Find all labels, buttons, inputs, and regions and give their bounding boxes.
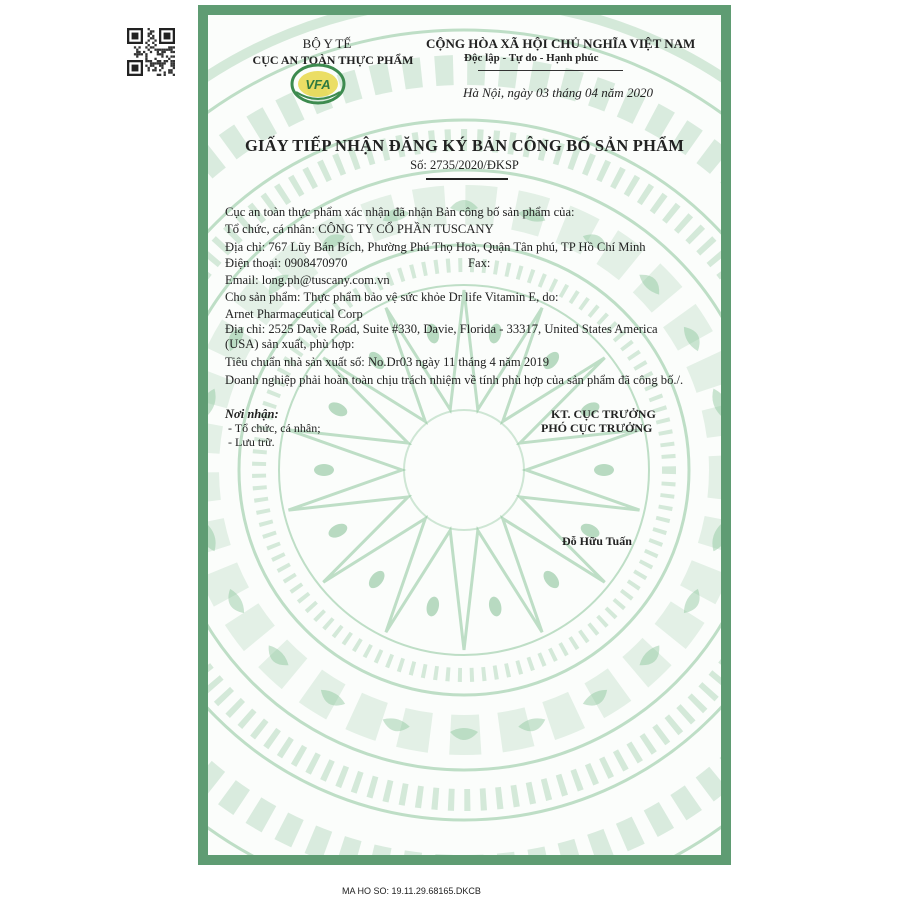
address-line: Địa chỉ: 767 Lũy Bán Bích, Phường Phú Thọ Hoà, Quận Tân phú, TP Hồ Chí Minh [225,240,646,254]
manufacturer-line: Arnet Pharmaceutical Corp [225,307,363,321]
dossier-code: MA HO SO: 19.11.29.68165.DKCB [342,886,481,896]
phone-line: Điện thoại: 0908470970 [225,256,348,270]
svg-text:VFA: VFA [305,77,331,92]
responsibility-line: Doanh nghiệp phải hoàn toàn chịu trách nhiệm về tính phù hợp của sản phẩm đã công bố./. [225,373,684,387]
national-motto: Độc lập - Tự do - Hạnh phúc [464,52,599,64]
signer-name: Đỗ Hữu Tuấn [562,534,632,548]
organization-line: Tổ chức, cá nhân: CÔNG TY CỔ PHẦN TUSCANY [225,222,494,236]
department-name: CỤC AN TOÀN THỰC PHẨM [252,53,414,67]
standard-line: Tiêu chuẩn nhà sản xuất số: No.Dr03 ngày 11 tháng 4 năm 2019 [225,355,550,369]
intro-line: Cục an toàn thực phẩm xác nhận đã nhận Bản công bố sản phẩm của: [225,205,575,219]
document-title: GIẤY TIẾP NHẬN ĐĂNG KÝ BẢN CÔNG BỐ SẢN PHẨM [244,136,684,155]
title-underline [426,178,508,180]
manufacturer-address-line-2: (USA) sản xuất, phù hợp: [225,337,355,351]
document-number: Số: 2735/2020/ĐKSP [410,158,519,172]
qr-code [125,28,177,76]
certificate-frame [198,5,731,865]
recipients-heading: Nơi nhận: [225,407,279,421]
signature-title-2: PHÓ CỤC TRƯỞNG [541,421,653,435]
nation-name: CỘNG HÒA XÃ HỘI CHỦ NGHĨA VIỆT NAM [426,36,696,51]
ministry-name: BỘ Y TẾ [302,36,352,51]
vfa-logo [290,62,346,106]
manufacturer-address-line: Địa chỉ: 2525 Davie Road, Suite #330, Davie, Florida - 33317, United States America [225,322,658,336]
certificate-paper [208,15,721,855]
product-line: Cho sản phẩm: Thực phẩm bảo vệ sức khỏe Dr life Vitamin E, do: [225,290,559,304]
motto-underline [478,70,623,71]
recipient-item: - Tổ chức, cá nhân; [228,421,321,435]
issue-date: Hà Nội, ngày 03 tháng 04 năm 2020 [463,85,653,100]
signature-title-1: KT. CỤC TRƯỞNG [551,407,656,421]
fax-line: Fax: [468,256,491,270]
recipient-item: - Lưu trữ. [228,435,275,449]
email-line: Email: long.ph@tuscany.com.vn [225,273,390,287]
